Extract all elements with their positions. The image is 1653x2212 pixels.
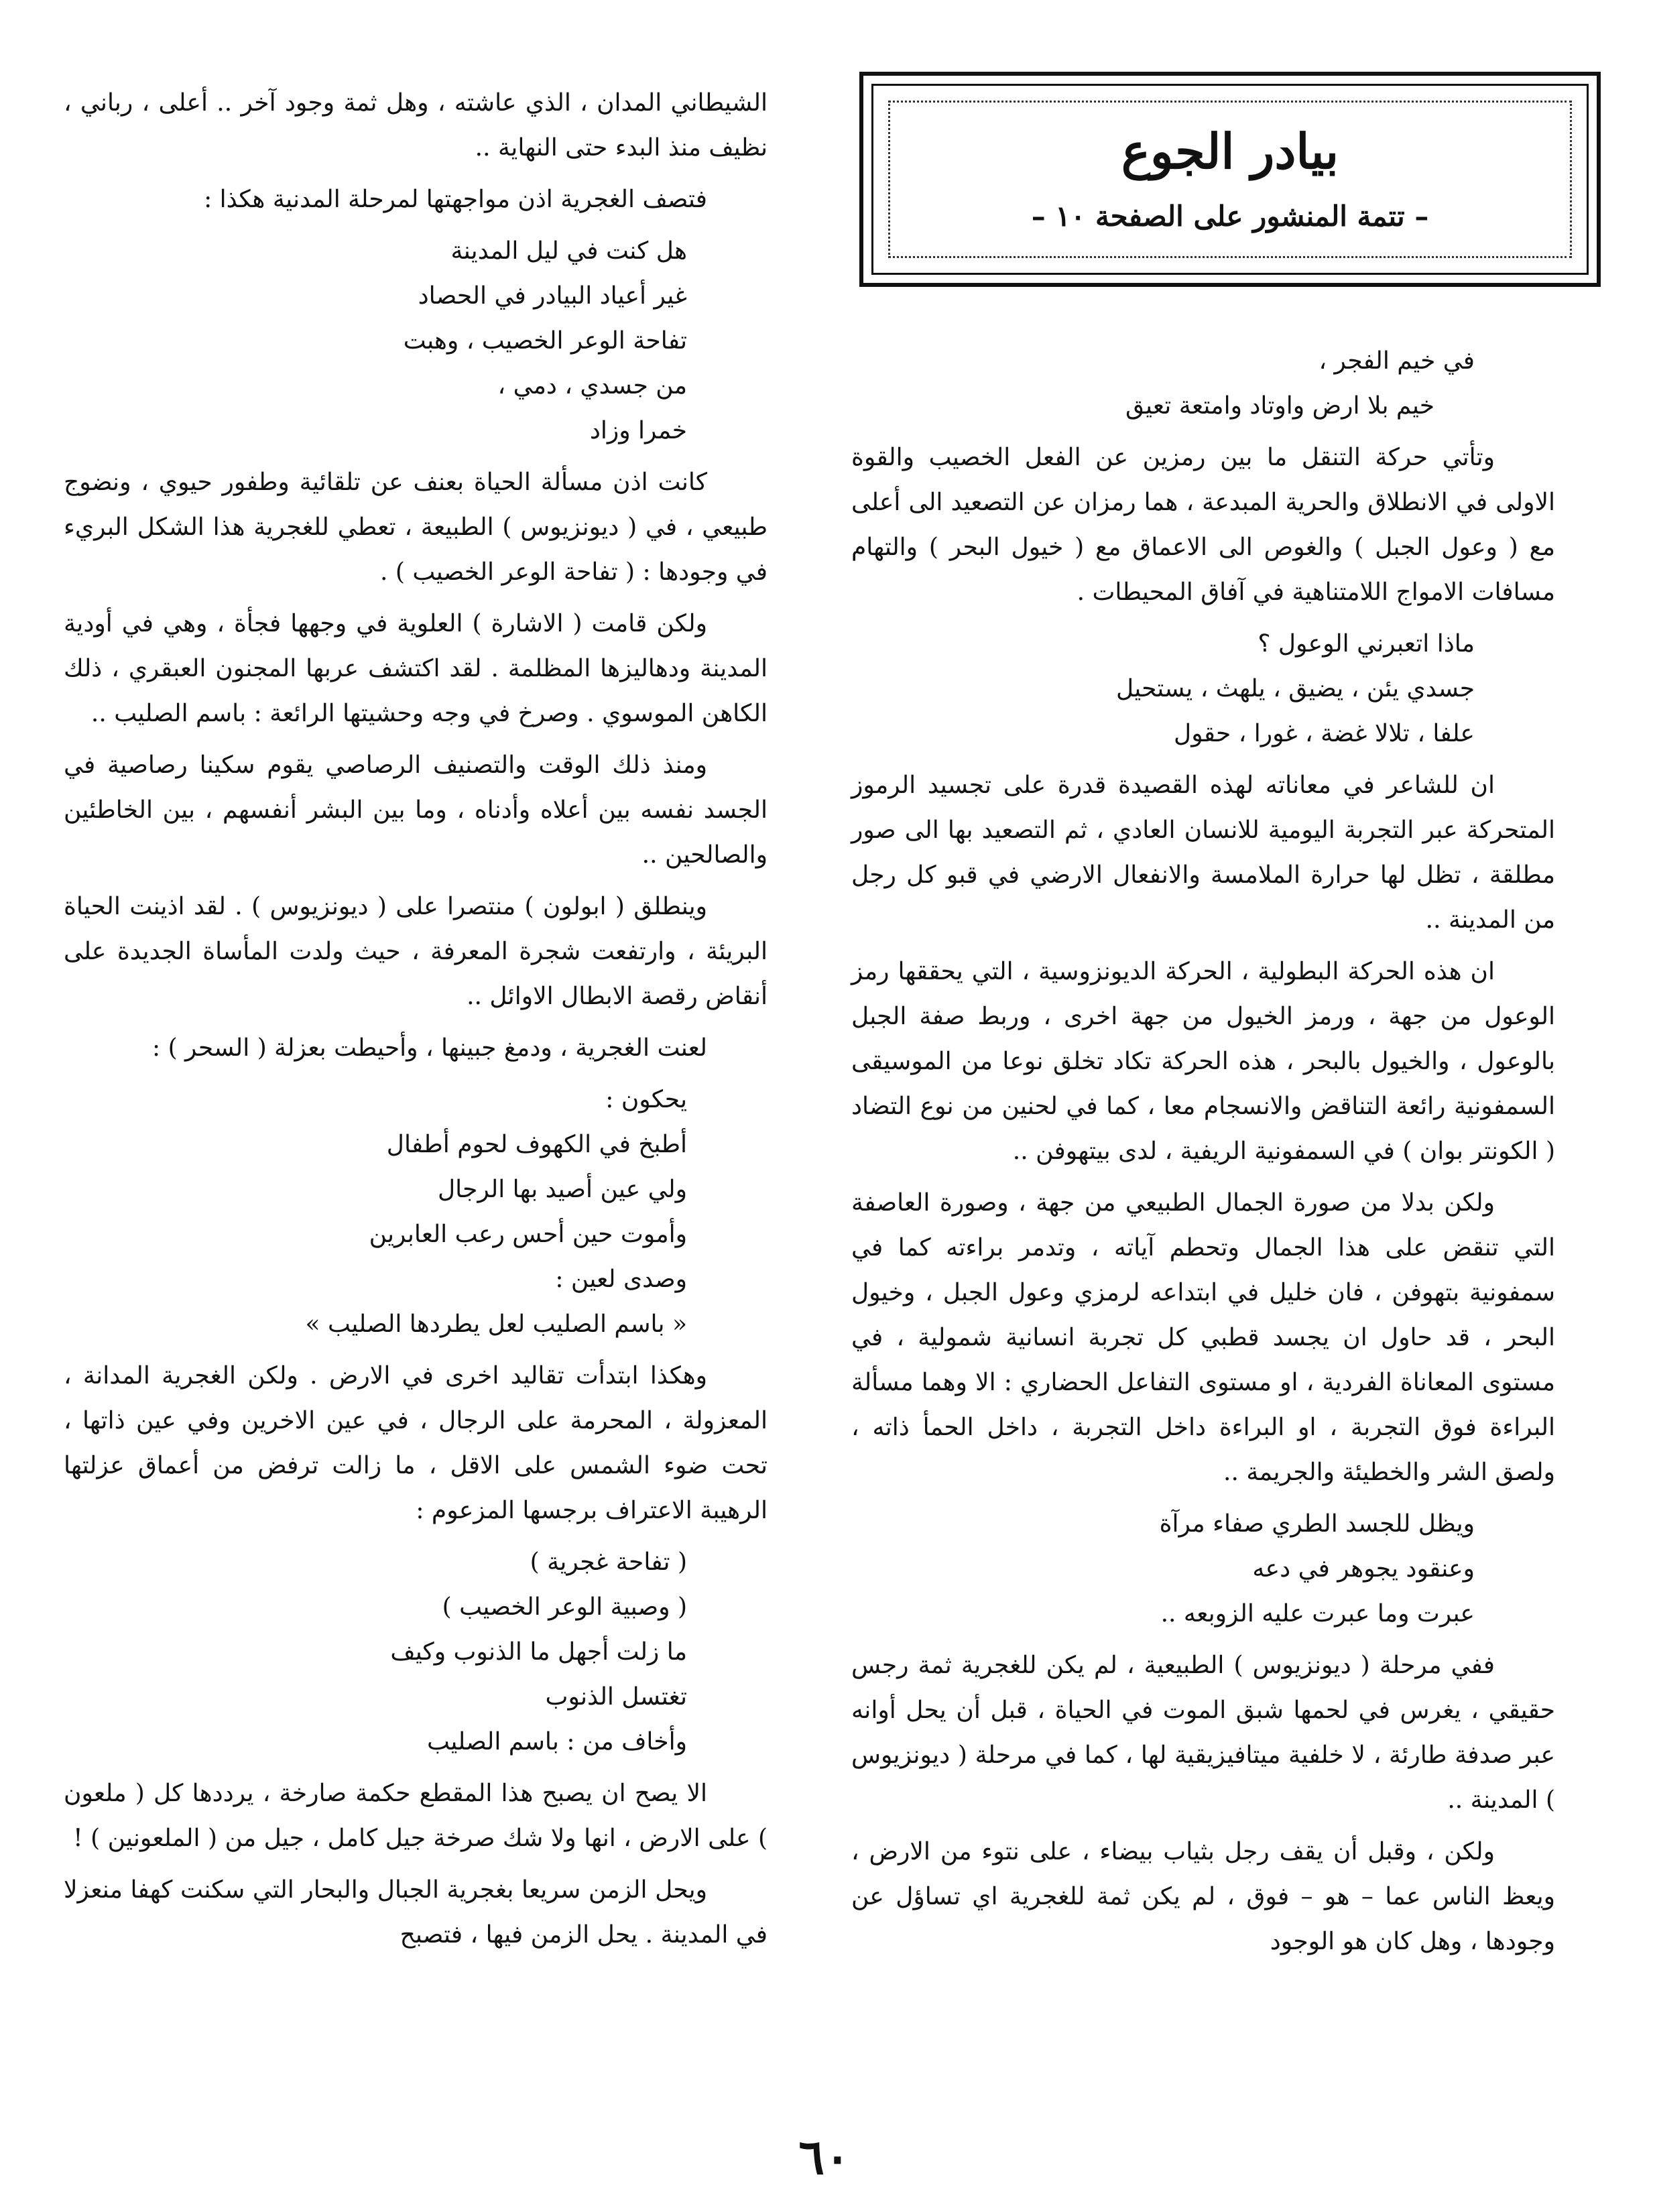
paragraph: ولكن قامت ( الاشارة ) العلوية في وجهها فجأة ، وهي في أودية المدينة ودهاليزها المظلمة . لقد اكتشف عربها المجنون العبقري ، ذلك الكاهن الموسوي . وصرخ في وجه وحشيتها الرائعة : باسم الصليب .. <box>64 610 768 727</box>
verse-line: « باسم الصليب لعل يطردها الصليب » <box>305 1310 687 1338</box>
verse-block <box>851 621 1555 756</box>
paragraph: كانت اذن مسألة الحياة بعنف عن تلقائية وطفور حيوي ، ونضوج طبيعي ، في ( ديونزيوس ) الطبيعة ، تعطي للغجرية هذا الشكل البريء في وجودها : ( تفاحة الوعر الخصيب ) . <box>64 469 768 586</box>
verse-line: ويظل للجسد الطري صفاء مرآة <box>1159 1510 1475 1538</box>
left-column <box>64 80 768 1964</box>
paragraph: ففي مرحلة ( ديونزيوس ) الطبيعية ، لم يكن للغجرية ثمة رجس حقيقي ، يغرس في لحمها شبق الموت في الحياة ، قبل أن يحل أوانه عبر صدفة طارئة ، لا خلفية ميتافيزيقية لها ، كما في مرحلة ( ديونزيوس ) المدينة .. <box>851 1652 1555 1814</box>
paragraph: وهكذا ابتدأت تقاليد اخرى في الارض . ولكن الغجرية المدانة ، المعزولة ، المحرمة على الرجال ، في عين الاخرين وفي عين ذاتها ، تحت ضوء الشمس على الاقل ، ما زالت ترفض من أعماق عزلتها الرهيبة الاعتراف برجسها المزعوم : <box>64 1362 768 1524</box>
verse-line: وأموت حين أحس رعب العابرين <box>369 1221 687 1248</box>
verse-line: ولي عين أصيد بها الرجال <box>437 1176 687 1203</box>
paragraph: ولكن بدلا من صورة الجمال الطبيعي من جهة ، وصورة العاصفة التي تنقض على هذا الجمال وتحطم آياته ، وتدمر براءته كما في سمفونية بتهوفن ، فان خليل في ابتداعه لرمزي وعول الجبل ، وخيول البحر ، قد حاول ان يجسد قطبي كل تجربة انسانية شمولية ، في مستوى المعاناة الفردية ، او مستوى التفاعل الحضاري : الا وهما مسألة البراءة فوق التجربة ، او البراءة داخل التجربة ، داخل الحمأ ذاته ، ولصق الشر والخطيئة والجريمة .. <box>851 1189 1555 1486</box>
verse-block <box>851 339 1555 428</box>
verse-line: تفاحة الوعر الخصيب ، وهبت <box>403 327 687 355</box>
paragraph: ان للشاعر في معاناته لهذه القصيدة قدرة على تجسيد الرموز المتحركة عبر التجربة اليومية للانسان العادي ، ثم التصعيد بها الى صور مطلقة ، تظل لها حرارة الملامسة والانفعال الارضي في قبو كل رجل من المدينة .. <box>851 772 1555 934</box>
verse-line: في خيم الفجر ، <box>1319 347 1475 375</box>
verse-block <box>64 229 768 453</box>
verse-line: ( تفاحة غجرية ) <box>530 1548 687 1576</box>
verse-line: ماذا اتعبرني الوعول ؟ <box>1258 630 1475 658</box>
verse-line: خمرا وزاد <box>589 417 687 444</box>
paragraph: وينطلق ( ابولون ) منتصرا على ( ديونزيوس ) . لقد اذينت الحياة البريئة ، وارتفعت شجرة المعرفة ، حيث ولدت المأساة الجديدة على أنقاض رقصة الابطال الاوائل .. <box>64 893 768 1010</box>
verse-line: خيم بلا ارض واوتاد وامتعة تعيق <box>1125 392 1434 420</box>
article-title: بيادر الجوع <box>1121 123 1339 180</box>
paragraph: الشيطاني المدان ، الذي عاشته ، وهل ثمة وجود آخر .. أعلى ، رباني ، نظيف منذ البدء حتى النهاية .. <box>64 89 768 162</box>
verse-line: جسدي يئن ، يضيق ، يلهث ، يستحيل <box>1115 675 1475 702</box>
paragraph: ويحل الزمن سريعا بغجرية الجبال والبحار التي سكنت كهفا منعزلا في المدينة . يحل الزمن فيها ، فتصبح <box>64 1876 768 1949</box>
paragraph: وتأتي حركة التنقل ما بين رمزين عن الفعل الخصيب والقوة الاولى في الانطلاق والحرية المبدعة ، هما رمزان عن التصعيد الى أعلى مع ( وعول الجبل ) والغوص الى الاعماق مع ( خيول البحر ) والتهام مسافات الامواج اللامتناهية في آفاق المحيطات . <box>851 444 1555 606</box>
verse-line: تغتسل الذنوب <box>545 1683 687 1711</box>
verse-line: عبرت وما عبرت عليه الزوبعه .. <box>1160 1600 1475 1627</box>
paragraph: ان هذه الحركة البطولية ، الحركة الديونزوسية ، التي يحققها رمز الوعول من جهة ، ورمز الخيول من جهة اخرى ، وربط صفة الجبل بالوعول ، والخيول بالبحر ، هذه الحركة تكاد تخلق نوعا من الموسيقى السمفونية رائعة التناقض والانسجام معا ، كما في لحنين من نوع التضاد ( الكونتر بوان ) في السمفونية الريفية ، لدى بيتهوفن .. <box>851 958 1555 1165</box>
verse-line: وأخاف من : باسم الصليب <box>427 1728 687 1756</box>
verse-line: يحكون : <box>605 1086 687 1113</box>
verse-line: من جسدي ، دمي ، <box>497 372 687 400</box>
paragraph: فتصف الغجرية اذن مواجهتها لمرحلة المدنية هكذا : <box>204 186 707 213</box>
paragraph: الا يصح ان يصبح هذا المقطع حكمة صارخة ، يرددها كل ( ملعون ) على الارض ، انها ولا شك صرخة جيل كامل ، جيل من ( الملعونين ) ! <box>64 1780 768 1852</box>
paragraph: لعنت الغجرية ، ودمغ جبينها ، وأحيطت بعزلة ( السحر ) : <box>152 1034 707 1062</box>
verse-line: أطبخ في الكهوف لحوم أطفال <box>386 1131 687 1158</box>
verse-line: ما زلت أجهل ما الذنوب وكيف <box>390 1638 687 1666</box>
article-header <box>871 84 1589 275</box>
right-column <box>851 339 1555 1971</box>
article-subtitle: – تتمة المنشور على الصفحة ١٠ – <box>1031 200 1429 233</box>
verse-line: علفا ، تلالا غضة ، غورا ، حقول <box>1174 720 1475 747</box>
verse-line: غير أعياد البيادر في الحصاد <box>418 282 687 310</box>
page-number: ٦٠ <box>798 2128 851 2185</box>
verse-block <box>851 1501 1555 1636</box>
verse-block <box>64 1540 768 1764</box>
paragraph: ولكن ، وقبل أن يقف رجل بثياب بيضاء ، على نتوء من الارض ، ويعظ الناس عما – هو – فوق ، لم يكن ثمة للغجرية اي تساؤل عن وجودها ، وهل كان هو الوجود <box>851 1838 1555 1955</box>
verse-block <box>64 1077 768 1347</box>
paragraph: ومنذ ذلك الوقت والتصنيف الرصاصي يقوم سكينا رصاصية في الجسد نفسه بين أعلاه وأدناه ، وما بين البشر أنفسهم ، بين الخاطئين والصالحين .. <box>64 751 768 869</box>
verse-line: وعنقود يجوهر في دعه <box>1252 1555 1475 1583</box>
verse-line: وصدى لعين : <box>555 1266 687 1293</box>
verse-line: هل كنت في ليل المدينة <box>450 237 687 265</box>
verse-line: ( وصبية الوعر الخصيب ) <box>442 1593 687 1621</box>
